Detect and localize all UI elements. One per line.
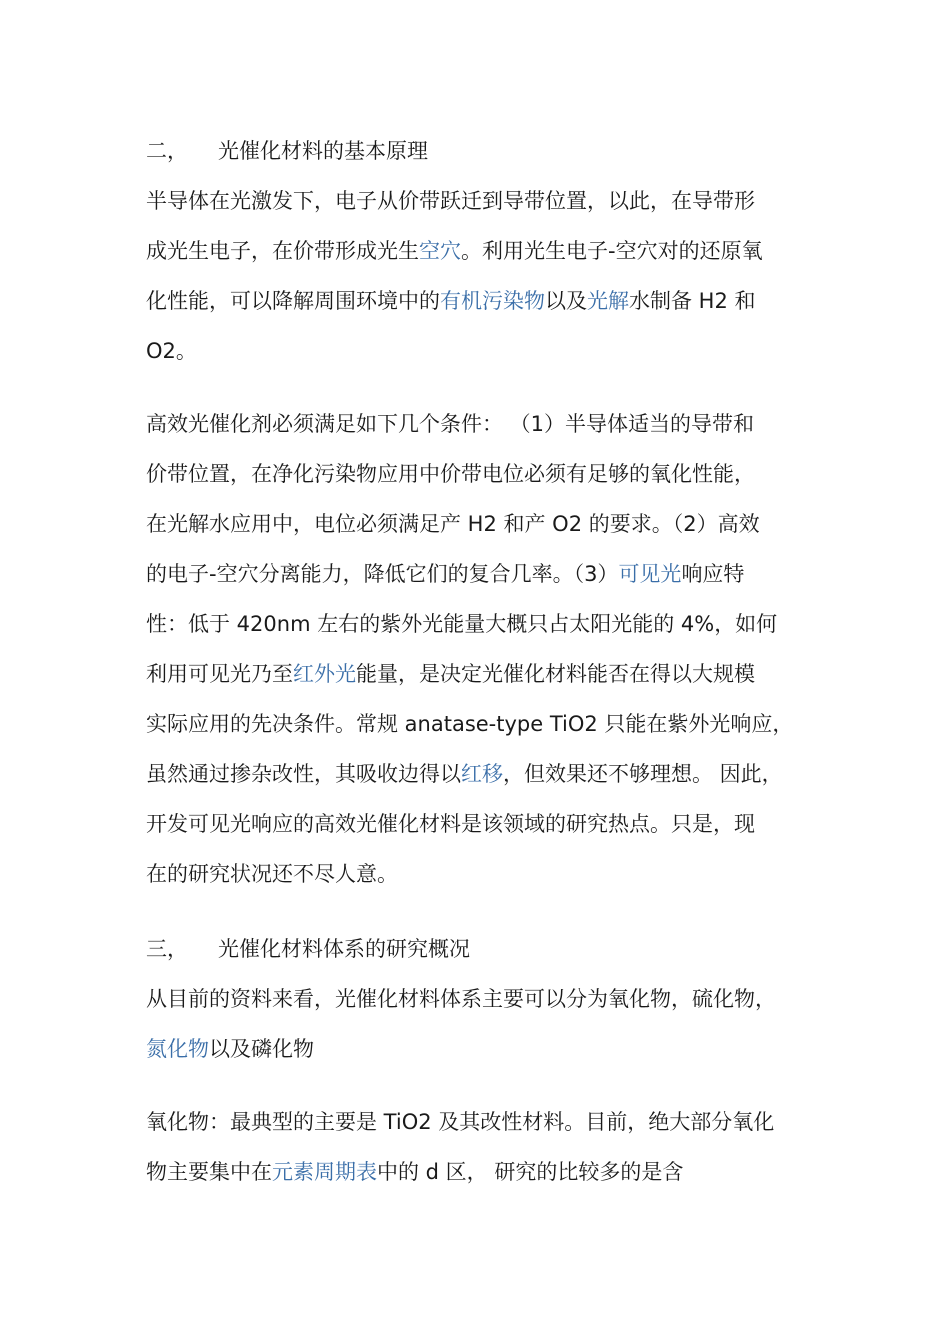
paragraph-line: [146, 985, 776, 1013]
paragraph-line: [146, 760, 783, 788]
text-run: 能量，是决定光催化材料能否在得以大规模: [356, 662, 755, 686]
text-run: 开发可见光响应的高效光催化材料是该领域的研究热点。只是，现: [146, 812, 755, 836]
section-3-number: 三，: [146, 937, 188, 961]
paragraph-line: [146, 610, 777, 638]
link-nitrides[interactable]: 氮化物: [146, 1037, 209, 1061]
text-run: 的电子-空穴分离能力，降低它们的复合几率。（3）: [146, 562, 619, 586]
link-organic-pollutants[interactable]: 有机污染物: [440, 289, 545, 313]
link-infrared-light[interactable]: 红外光: [293, 662, 356, 686]
section-2-heading: [146, 137, 428, 165]
paragraph-line: [146, 410, 754, 438]
link-periodic-table[interactable]: 元素周期表: [272, 1160, 377, 1184]
text-run: 在光解水应用中，电位必须满足产 H2 和产 O2 的要求。（2）高效: [146, 512, 760, 536]
paragraph-line: [146, 510, 760, 538]
paragraph-line: [146, 187, 755, 215]
paragraph-line: [146, 1158, 683, 1186]
paragraph-line: [146, 560, 744, 588]
text-run: 。利用光生电子-空穴对的还原氧: [461, 239, 763, 263]
text-run: 成光生电子，在价带形成光生: [146, 239, 419, 263]
paragraph-line: [146, 237, 763, 265]
text-run: 氧化物：最典型的主要是 TiO2 及其改性材料。目前，绝大部分氧化: [146, 1110, 775, 1134]
text-run: 物主要集中在: [146, 1160, 272, 1184]
text-run: ，但效果还不够理想。 因此，: [503, 762, 783, 786]
text-run: 中的 d 区， 研究的比较多的是含: [377, 1160, 684, 1184]
text-run: 在的研究状况还不尽人意。: [146, 862, 398, 886]
section-2-title: 光催化材料的基本原理: [218, 139, 428, 163]
section-3-title: 光催化材料体系的研究概况: [218, 937, 470, 961]
text-run: O2。: [146, 339, 197, 363]
paragraph-line: [146, 710, 793, 738]
text-run: 响应特: [681, 562, 745, 586]
link-hole[interactable]: 空穴: [419, 239, 461, 263]
section-3-heading: [146, 935, 470, 963]
text-run: 水制备 H2 和: [629, 289, 756, 313]
paragraph-line: [146, 1035, 314, 1063]
link-visible-light[interactable]: 可见光: [618, 562, 682, 586]
paragraph-line: [146, 337, 197, 365]
section-2-number: 二，: [146, 139, 188, 163]
text-run: 利用可见光乃至: [146, 662, 293, 686]
link-photolysis[interactable]: 光解: [587, 289, 629, 313]
text-run: 实际应用的先决条件。常规 anatase-type TiO2 只能在紫外光响应，: [146, 712, 794, 736]
link-redshift[interactable]: 红移: [461, 762, 503, 786]
text-run: 以及: [545, 289, 587, 313]
text-run: 以及磷化物: [209, 1037, 314, 1061]
text-run: 性：低于 420nm 左右的紫外光能量大概只占太阳光能的 4%，如何: [146, 612, 778, 636]
text-run: 高效光催化剂必须满足如下几个条件： （1）半导体适当的导带和: [146, 412, 755, 436]
paragraph-line: [146, 860, 398, 888]
paragraph-line: [146, 1108, 774, 1136]
text-run: 半导体在光激发下，电子从价带跃迁到导带位置，以此，在导带形: [146, 189, 755, 213]
paragraph-line: [146, 810, 755, 838]
text-run: 从目前的资料来看，光催化材料体系主要可以分为氧化物，硫化物，: [146, 987, 776, 1011]
text-run: 虽然通过掺杂改性，其吸收边得以: [146, 762, 461, 786]
text-run: 化性能，可以降解周围环境中的: [146, 289, 440, 313]
paragraph-line: [146, 460, 755, 488]
text-run: 价带位置，在净化污染物应用中价带电位必须有足够的氧化性能，: [146, 462, 755, 486]
paragraph-line: [146, 660, 755, 688]
paragraph-line: [146, 287, 756, 315]
